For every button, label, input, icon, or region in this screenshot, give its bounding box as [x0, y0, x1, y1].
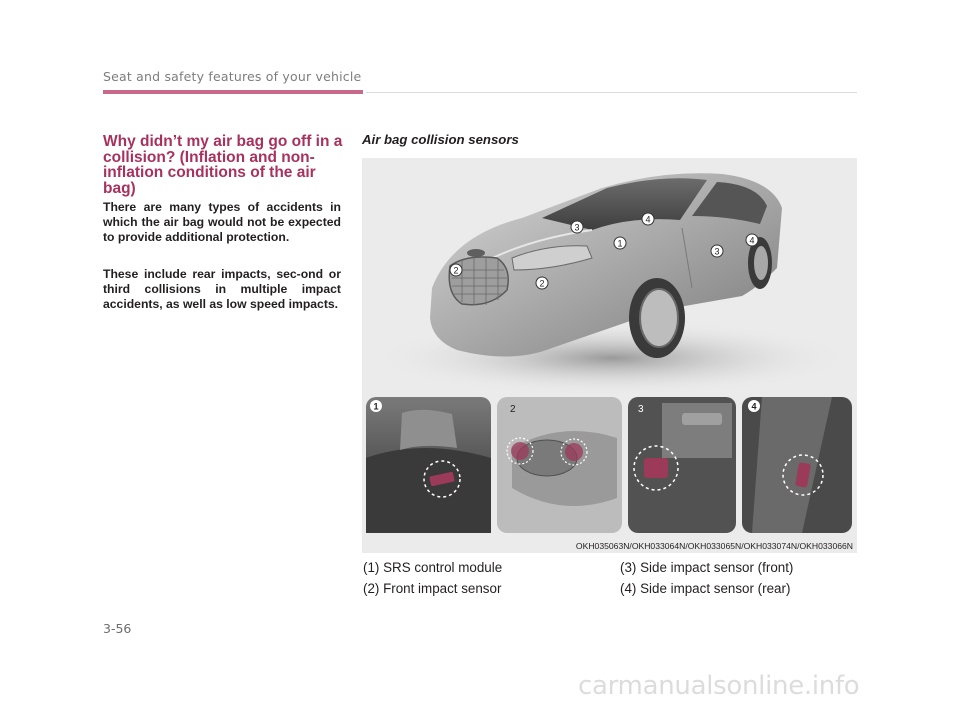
callout-4-side-rear: [746, 234, 758, 246]
svg-text:3: 3: [574, 222, 580, 233]
callout-2-front-sensor-left: [450, 264, 462, 276]
svg-text:2: 2: [510, 404, 516, 415]
callout-2-front-sensor-right: [536, 277, 548, 289]
legend-side-impact-sensor-rear: (4) Side impact sensor (rear): [620, 581, 791, 596]
body-paragraph-2: These include rear impacts, sec-ond or third collisions in multiple impact accidents, as well as low speed impacts.: [103, 267, 341, 312]
header-divider: [366, 92, 857, 93]
svg-text:1: 1: [617, 238, 623, 249]
callout-3-hood: [571, 221, 583, 233]
car-illustration: [362, 158, 857, 553]
callout-3-side-front: [711, 245, 723, 257]
inset-front-impact-sensor: [497, 397, 622, 533]
figure-image-code: OKH035063N/OKH033064N/OKH033065N/OKH033074N/OKH033066N: [575, 541, 853, 551]
watermark: carmanualsonline.info: [578, 671, 860, 701]
svg-text:4: 4: [751, 401, 757, 412]
legend-srs-control-module: (1) SRS control module: [363, 560, 503, 575]
svg-text:2: 2: [539, 278, 545, 289]
callout-1-srs-module: [614, 237, 626, 249]
svg-text:1: 1: [373, 401, 379, 412]
svg-text:3: 3: [638, 404, 644, 415]
legend-front-impact-sensor: (2) Front impact sensor: [363, 581, 502, 596]
page-number: 3-56: [103, 621, 132, 636]
svg-text:3: 3: [714, 246, 720, 257]
inset-side-impact-sensor-front: [628, 397, 736, 533]
svg-text:2: 2: [453, 265, 459, 276]
body-paragraph-1: There are many types of accidents in which the air bag would not be expected to provide additional protection.: [103, 200, 341, 245]
svg-text:4: 4: [645, 214, 651, 225]
header-accent-rule: [103, 90, 363, 94]
callout-4-pillar: [642, 213, 654, 225]
svg-text:4: 4: [749, 235, 755, 246]
section-heading: Why didn’t my air bag go off in a collision? (Inflation and non-inflation conditions of the air bag): [103, 133, 343, 197]
airbag-sensor-figure: [362, 158, 857, 553]
figure-caption: Air bag collision sensors: [362, 132, 519, 147]
legend-side-impact-sensor-front: (3) Side impact sensor (front): [620, 560, 794, 575]
section-header-title: Seat and safety features of your vehicle: [103, 69, 362, 84]
inset-srs-control-module: [366, 397, 491, 533]
inset-side-impact-sensor-rear: [742, 397, 852, 533]
